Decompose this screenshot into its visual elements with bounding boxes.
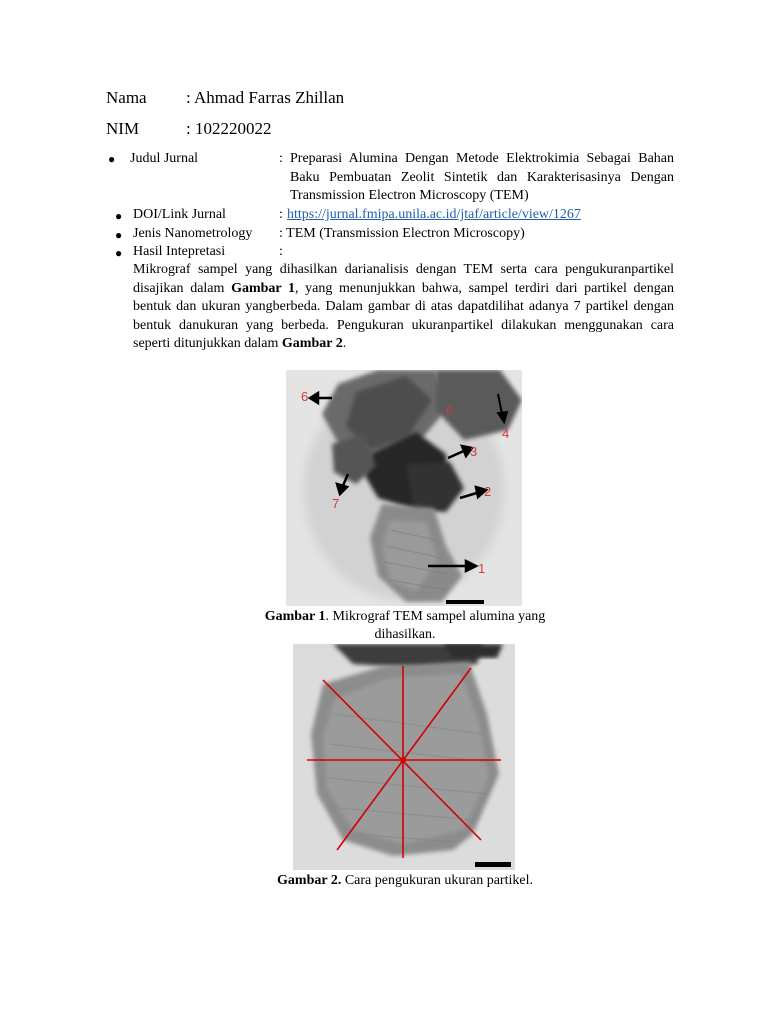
measurement-center [400, 757, 406, 763]
doi-link[interactable]: https://jurnal.fmipa.unila.ac.id/jtaf/article/view/1267 [287, 207, 581, 222]
scale-bar [446, 600, 484, 604]
bullet-icon: ● [115, 228, 123, 242]
particle-label-7: 7 [332, 496, 340, 511]
doi-label: DOI/Link Jurnal [133, 207, 226, 222]
doi-colon: : [279, 207, 283, 222]
nim-label: NIM [106, 119, 140, 138]
particle-label-1: 1 [478, 561, 486, 576]
judul-value: Preparasi Alumina Dengan Metode Elektrokimia Sebagai Bahan Baku Pembuatan Zeolit Sintetik dan Karakterisasinya Dengan Transmission Electron Microscopy (TEM) [290, 151, 674, 203]
jenis-label: Jenis Nanometrology [133, 226, 253, 241]
name-value: : Ahmad Farras Zhillan [186, 88, 345, 107]
hasil-label: Hasil Intepretasi [133, 244, 226, 259]
particle-label-2: 2 [484, 484, 492, 499]
tem-micrograph-figure1 [286, 370, 522, 606]
particle-label-4: 4 [502, 426, 510, 441]
jenis-value: : TEM (Transmission Electron Microscopy) [279, 226, 525, 241]
particle-label-6a: 6 [301, 389, 309, 404]
bullet-icon: ● [115, 246, 123, 260]
scale-bar [475, 862, 511, 867]
particle-label-3: 3 [470, 444, 478, 459]
name-label: Nama [106, 88, 147, 107]
judul-colon: : [279, 151, 283, 166]
judul-label: Judul Jurnal [130, 151, 199, 166]
particle-measurement-figure2 [293, 644, 515, 870]
interpretation-paragraph: Mikrograf sampel yang dihasilkan darianalisis dengan TEM serta cara pengukuranpartikel disajikan dalam Gambar 1, yang menunjukkan bahwa, sampel terdiri dari partikel dengan bentuk dan ukuran yangberbeda. Dalam gambar di atas dapatdilihat adanya 7 partikel dengan bentuk danukuran yang berbeda. Pengukuran ukuranpartikel dilakukan menggunakan cara seperti ditunjukkan dalam Gambar 2. [133, 262, 674, 351]
figure2-caption: Gambar 2. Cara pengukuran ukuran partikel. [277, 873, 533, 888]
bullet-icon: ● [115, 209, 123, 223]
hasil-colon: : [279, 244, 283, 259]
particle-label-6b: 6 [446, 405, 453, 417]
nim-value: : 102220022 [186, 119, 272, 138]
bullet-icon: ● [108, 152, 116, 166]
figure1-caption: Gambar 1. Mikrograf TEM sampel alumina yang dihasilkan. [264, 609, 546, 642]
